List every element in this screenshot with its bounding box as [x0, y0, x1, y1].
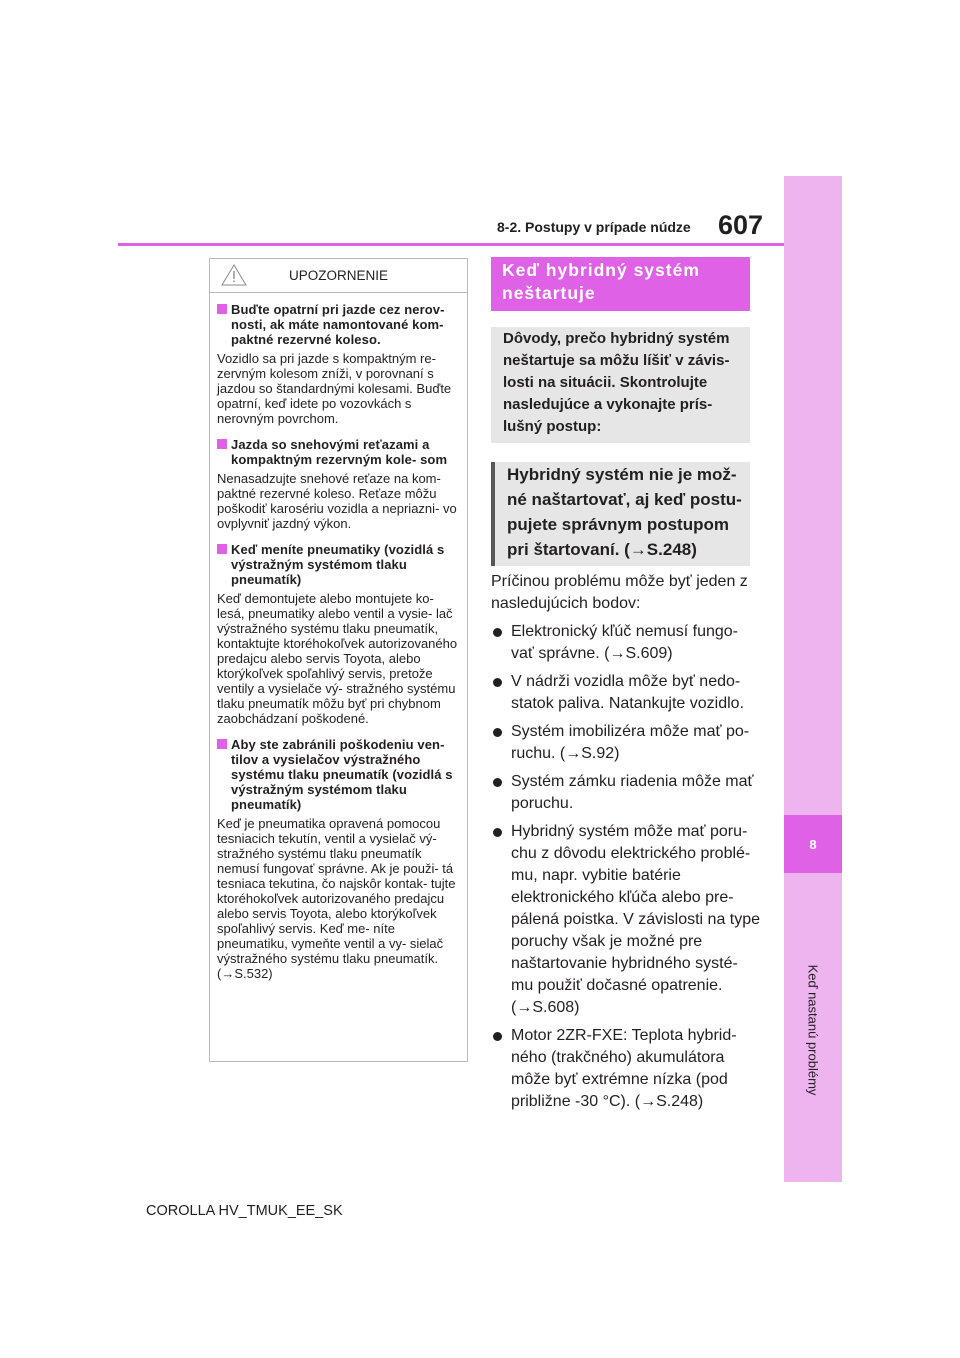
- page-number: 607: [718, 210, 764, 240]
- list-item: [491, 671, 761, 715]
- bullet-dot-icon: [493, 1032, 502, 1041]
- footer-model-code: COROLLA HV_TMUK_EE_SK: [146, 1203, 343, 1219]
- list-item-text: Systém zámku riadenia môže mať poruchu.: [511, 773, 754, 812]
- warning-body: [210, 293, 467, 981]
- warning-item-text: Keď je pneumatika opravená pomocou tesniacich tekutín, ventil a vysielač vý- stražného systému tlaku pneumatík nemusí fungovať správne. Ak je použi- tá tesniaca tekutina, čo najskôr kontak- tujte ktoréhokoľvek autorizovaného predajcu alebo servis Toyota, alebo ktorýkoľvek spoľahlivý servis. Keď me- níte pneumatiku, vymeňte ventil a vy- sielač výstražného systému tlaku pneumatík. (→S.532): [217, 816, 456, 981]
- warning-item: [217, 542, 461, 726]
- intro-text: Príčinou problému môže byť jeden z nasledujúcich bodov:: [491, 573, 748, 612]
- bullet-square-icon: [217, 304, 227, 314]
- list-item: [491, 771, 761, 815]
- bullet-square-icon: [217, 439, 227, 449]
- list-item: [491, 721, 761, 765]
- list-item-text: Elektronický kľúč nemusí fungo- vať správne. (→S.609): [511, 623, 738, 662]
- bullet-dot-icon: [493, 778, 502, 787]
- list-item-text: Hybridný systém môže mať poru- chu z dôvodu elektrického problé- mu, napr. vybitie batérie elektronického kľúča alebo pre- pálená poistka. V závislosti na type poruchy však je možné pre naštartovanie hybridného systé- mu použiť dočasné opatrenie. (→S.608): [511, 823, 761, 1016]
- warning-item-title: Keď meníte pneumatiky (vozidlá s výstražným systémom tlaku pneumatík): [231, 542, 445, 587]
- bullet-dot-icon: [493, 828, 502, 837]
- warning-triangle-icon: [221, 264, 247, 286]
- warning-item-title: Aby ste zabránili poškodeniu ven- tilov a vysielačov výstražného systému tlaku pneumatík (vozidlá s výstražným systémom tlaku pneumatík): [231, 737, 453, 812]
- warning-header: [210, 259, 467, 293]
- bullet-dot-icon: [493, 628, 502, 637]
- warning-box: [209, 258, 468, 1062]
- warning-item: [217, 737, 461, 981]
- bullet-square-icon: [217, 739, 227, 749]
- warning-item-title: Buďte opatrní pri jazde cez nerov- nosti, ak máte namontované kom- paktné rezervné koleso.: [231, 302, 445, 347]
- warning-heading: UPOZORNENIE: [288, 268, 388, 283]
- warning-item-text: Nenasadzujte snehové reťaze na kom- paktné rezervné koleso. Reťaze môžu poškodiť karosériu vozidla a nepriazni- vo ovplyvniť jazdný výkon.: [217, 471, 457, 531]
- intro-box: Dôvody, prečo hybridný systém neštartuje sa môžu líšiť v závis- losti na situácii. Skontrolujte nasledujúce a vykonajte prís- lušný postup:: [491, 327, 750, 443]
- list-item: [491, 821, 761, 1019]
- main-text: [491, 571, 761, 1119]
- list-item-text: Motor 2ZR-FXE: Teplota hybrid- ného (trakčného) akumulátora môže byť extrémne nízka (pod približne -30 °C). (→S.248): [511, 1027, 737, 1110]
- header-divider: [118, 243, 784, 246]
- topic-title: Keď hybridný systém neštartuje: [491, 257, 750, 311]
- chapter-number-tab[interactable]: [784, 815, 842, 873]
- list-item: [491, 621, 761, 665]
- bullet-dot-icon: [493, 728, 502, 737]
- warning-item-text: Vozidlo sa pri jazde s kompaktným re- zervným kolesom zníži, v porovnaní s jazdou so štandardnými kolesami. Buďte opatrní, keď idete po vozovkách s nerovným povrchom.: [217, 351, 452, 426]
- chapter-label: Keď nastanú problémy: [805, 964, 821, 1096]
- chapter-number: 8: [809, 836, 817, 852]
- list-item: [491, 1025, 761, 1113]
- list-item-text: V nádrži vozidla môže byť nedo- statok paliva. Natankujte vozidlo.: [511, 673, 745, 712]
- section-title: 8-2. Postupy v prípade núdze: [497, 219, 691, 235]
- bullet-square-icon: [217, 544, 227, 554]
- warning-item: [217, 302, 461, 426]
- bullet-dot-icon: [493, 678, 502, 687]
- list-item-text: Systém imobilizéra môže mať po- ruchu. (→S.92): [511, 723, 750, 762]
- warning-item: [217, 437, 461, 531]
- sub-heading-box: Hybridný systém nie je mož- né naštartovať, aj keď postu- pujete správnym postupom pri štartovaní. (→S.248): [491, 462, 750, 566]
- warning-item-text: Keď demontujete alebo montujete ko- lesá, pneumatiky alebo ventil a vysie- lač výstražného systému tlaku pneumatík, kontaktujte ktoréhokoľvek autorizovaného predajcu alebo servis Toyota, alebo ktorýkoľvek spoľahlivý servis, pretože ventily a vysielače vý- stražného systému tlaku pneumatík môžu byť pri chybnom zaobchádzaní poškodené.: [217, 591, 458, 726]
- warning-item-title: Jazda so snehovými reťazami a kompaktným rezervným kole- som: [231, 437, 448, 467]
